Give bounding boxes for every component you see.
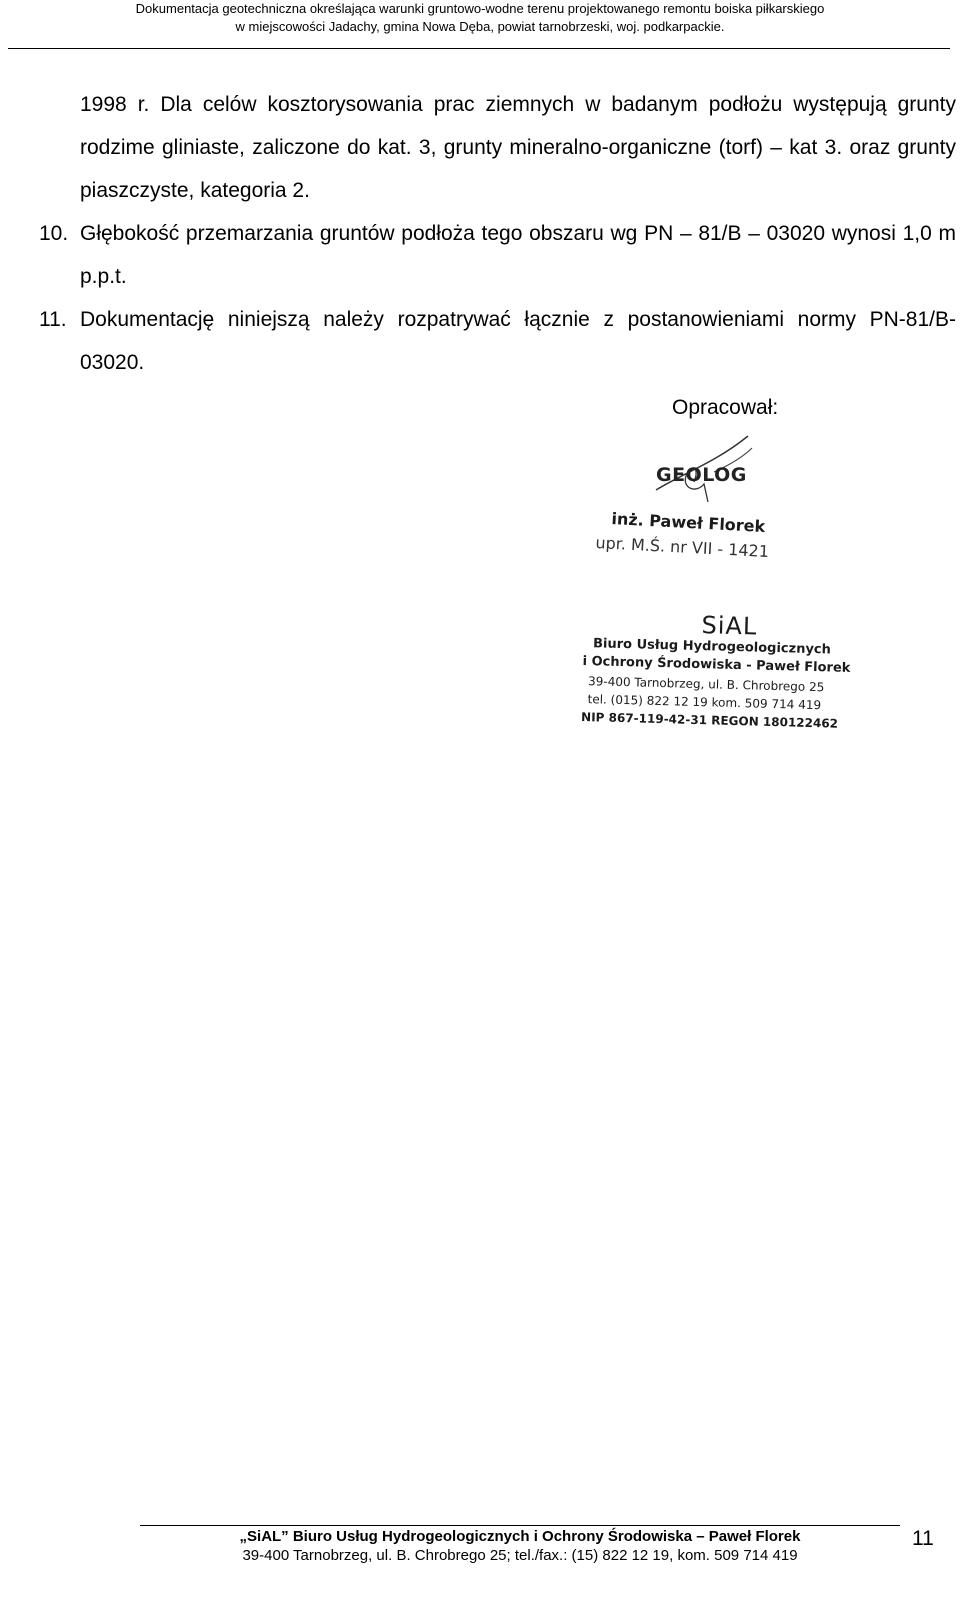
header-divider: [8, 48, 950, 49]
footer-divider: [140, 1525, 900, 1526]
list-item-text: Głębokość przemarzania gruntów podłoża tego obszaru wg PN – 81/B – 03020 wynosi 1,0 m p.p.t.: [80, 222, 956, 288]
prepared-by-label: Opracował:: [672, 396, 779, 419]
document-body: [39, 83, 956, 384]
paragraph-continuation: 1998 r. Dla celów kosztorysowania prac ziemnych w badanym podłożu występują grunty rodzime gliniaste, zaliczone do kat. 3, grunty mineralno-organiczne (torf) – kat 3. oraz grunty piaszczyste, kategoria 2.: [80, 93, 956, 202]
stamp-sial-line4: tel. (015) 822 12 19 kom. 509 714 419: [587, 692, 822, 713]
company-stamp: [580, 608, 884, 756]
page-number: 11: [912, 1527, 934, 1550]
sial-logo: SiAL: [701, 611, 758, 641]
stamp-geolog-title: GEOLOG: [656, 464, 747, 486]
stamp-sial-line2: i Ochrony Środowiska - Paweł Florek: [582, 653, 851, 676]
list-item-11: [39, 298, 956, 384]
stamp-geolog-license: upr. M.Ś. nr VII - 1421: [595, 533, 770, 562]
stamp-sial-line1: Biuro Usług Hydrogeologicznych: [592, 636, 832, 658]
header-title-line1: Dokumentacja geotechniczna określająca warunki gruntowo-wodne terenu projektowanego remontu boiska piłkarskiego: [135, 1, 825, 16]
footer-company: „SiAL” Biuro Usług Hydrogeologicznych i Ochrony Środowiska – Paweł Florek: [239, 1528, 801, 1545]
list-item-number: 10.: [39, 222, 69, 245]
stamp-sial-line5: NIP 867-119-42-31 REGON 180122462: [580, 709, 839, 731]
page-header: [0, 0, 960, 36]
stamp-sial-line3: 39-400 Tarnobrzeg, ul. B. Chrobrego 25: [587, 674, 825, 695]
list-item-text: Dokumentację niniejszą należy rozpatrywać łącznie z postanowieniami normy PN-81/B-03020.: [80, 308, 956, 374]
geolog-stamp: [596, 432, 816, 572]
page-footer: [140, 1527, 900, 1565]
list-item-10: [39, 212, 956, 298]
footer-address: 39-400 Tarnobrzeg, ul. B. Chrobrego 25; tel./fax.: (15) 822 12 19, kom. 509 714 419: [242, 1547, 798, 1564]
header-title-line2: w miejscowości Jadachy, gmina Nowa Dęba, powiat tarnobrzeski, woj. podkarpackie.: [235, 19, 725, 34]
stamp-geolog-name: inż. Paweł Florek: [611, 509, 766, 537]
list-item-number: 11.: [39, 308, 67, 331]
